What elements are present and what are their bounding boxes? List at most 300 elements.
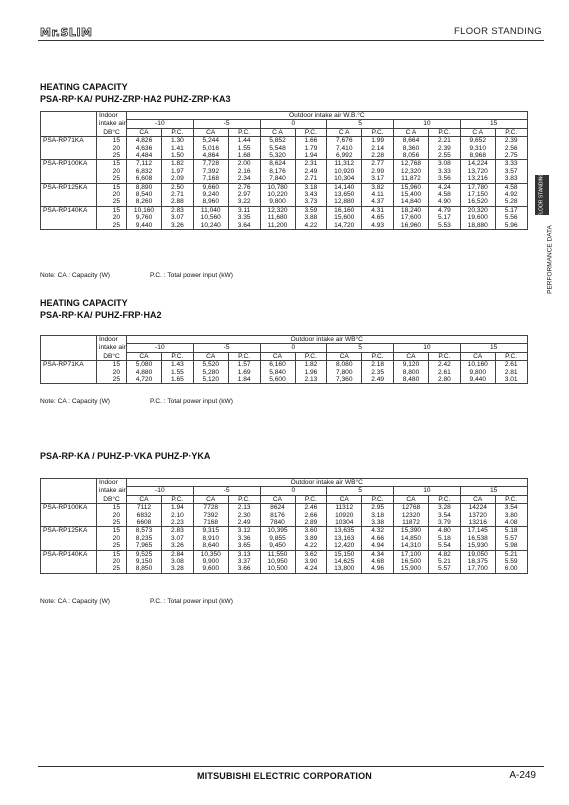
capacity-cell: 10,304: [327, 175, 362, 183]
power-cell: 2.28: [362, 152, 394, 160]
capacity-cell: 7,676: [327, 137, 362, 145]
power-cell: 3.13: [228, 550, 260, 558]
table-row: [41, 512, 528, 519]
power-cell: 4.34: [362, 550, 394, 558]
dbc-cell: 25: [97, 152, 127, 160]
performance-table-3: [40, 478, 528, 574]
dbc-cell: 20: [97, 512, 127, 519]
power-cell: 6.00: [495, 565, 527, 573]
power-cell: 5.54: [429, 542, 461, 550]
ca-header: CA: [394, 495, 429, 503]
pc-header: P.C.: [495, 128, 527, 136]
power-cell: 2.49: [295, 168, 327, 175]
power-cell: 4.79: [429, 206, 461, 214]
outdoor-header: Outdoor intake air W.B.°C: [127, 112, 528, 120]
capacity-cell: 9,855: [260, 535, 295, 542]
capacity-cell: 14,720: [327, 222, 362, 230]
power-cell: 4.24: [295, 565, 327, 573]
power-cell: 5.53: [429, 222, 461, 230]
capacity-cell: 14224: [460, 504, 495, 512]
ca-header: CA: [460, 352, 495, 360]
capacity-cell: 12768: [394, 504, 429, 512]
power-cell: 3.66: [228, 565, 260, 573]
model-cell: PSA-RP140KA: [41, 206, 97, 214]
capacity-cell: 8,890: [127, 183, 162, 191]
power-cell: 5.17: [495, 206, 527, 214]
table-row: [41, 198, 528, 206]
dbc-cell: 15: [97, 183, 127, 191]
model-cell: [41, 369, 97, 376]
power-cell: 2.16: [228, 168, 260, 175]
power-cell: 3.08: [429, 160, 461, 168]
note-capacity: Note: CA : Capacity (W): [40, 398, 110, 405]
capacity-cell: 6832: [127, 512, 162, 519]
power-cell: 3.11: [228, 206, 260, 214]
power-cell: 1.66: [295, 137, 327, 145]
dbc-cell: 15: [97, 137, 127, 145]
sidebar-label: PERFORMANCE DATA: [546, 225, 554, 294]
power-cell: 2.50: [162, 183, 194, 191]
temp-header: -10: [127, 487, 194, 495]
capacity-cell: 13,650: [327, 191, 362, 198]
capacity-cell: 9,120: [394, 361, 429, 369]
capacity-cell: 12,768: [394, 160, 429, 168]
capacity-cell: 14,625: [327, 558, 362, 565]
capacity-cell: 17,150: [460, 191, 495, 198]
power-cell: 4.96: [362, 565, 394, 573]
capacity-cell: 7,410: [327, 145, 362, 152]
power-cell: 2.80: [429, 376, 461, 384]
power-cell: 5.28: [495, 198, 527, 206]
corner-cell: [41, 120, 97, 128]
capacity-cell: 15,400: [394, 191, 429, 198]
table-row: [41, 152, 528, 160]
capacity-cell: 18,880: [460, 222, 495, 230]
pc-header: P.C.: [295, 128, 327, 136]
capacity-cell: 11,040: [193, 206, 228, 214]
power-cell: 2.49: [228, 519, 260, 527]
capacity-cell: 15,600: [327, 214, 362, 221]
capacity-cell: 10,160: [127, 206, 162, 214]
power-cell: 2.46: [295, 504, 327, 512]
capacity-cell: 17,780: [460, 183, 495, 191]
capacity-cell: 5,840: [260, 369, 295, 376]
capacity-cell: 7392: [193, 512, 228, 519]
capacity-cell: 16,520: [460, 198, 495, 206]
power-cell: 4.94: [362, 542, 394, 550]
power-cell: 2.89: [295, 519, 327, 527]
section-title: FLOOR STANDING: [454, 26, 542, 37]
corner-cell: [41, 479, 97, 487]
power-cell: 3.60: [295, 527, 327, 535]
power-cell: 2.61: [495, 361, 527, 369]
dbc-cell: 25: [97, 542, 127, 550]
power-cell: 3.90: [295, 558, 327, 565]
capacity-cell: 8,480: [394, 376, 429, 384]
model-cell: [41, 558, 97, 565]
capacity-cell: 20,320: [460, 206, 495, 214]
capacity-cell: 10920: [327, 512, 362, 519]
model-cell: [41, 152, 97, 160]
power-cell: 5.57: [495, 535, 527, 542]
power-cell: 2.81: [495, 369, 527, 376]
dbc-cell: 15: [97, 160, 127, 168]
model-cell: PSA-RP71KA: [41, 361, 97, 369]
pc-header: P.C.: [295, 352, 327, 360]
section1-heading: [40, 81, 231, 105]
note-power: P.C. : Total power input (kW): [150, 598, 233, 605]
section1-subtitle: PSA-RP·KA/ PUHZ-ZRP·HA2 PUHZ-ZRP·KA3: [40, 94, 231, 104]
power-cell: 2.39: [495, 137, 527, 145]
section3-heading: [40, 450, 210, 462]
power-cell: 3.08: [162, 558, 194, 565]
capacity-cell: 8,664: [394, 137, 429, 145]
corner-cell: [41, 495, 97, 503]
dbc-cell: 25: [97, 565, 127, 573]
power-cell: 2.71: [295, 175, 327, 183]
capacity-cell: 8,056: [394, 152, 429, 160]
model-cell: [41, 168, 97, 175]
capacity-cell: 8,640: [193, 542, 228, 550]
power-cell: 4.58: [495, 183, 527, 191]
capacity-cell: 14,224: [460, 160, 495, 168]
model-cell: [41, 535, 97, 542]
power-cell: 1.96: [295, 369, 327, 376]
power-cell: 3.28: [429, 504, 461, 512]
pc-header: P.C.: [362, 495, 394, 503]
table-row: [41, 183, 528, 191]
capacity-cell: 10,920: [327, 168, 362, 175]
ca-header: CA: [193, 352, 228, 360]
table-row: [41, 535, 528, 542]
table-row: [41, 160, 528, 168]
capacity-cell: 7168: [193, 519, 228, 527]
power-cell: 2.71: [162, 191, 194, 198]
temp-header: 5: [327, 487, 394, 495]
dbc-cell: 20: [97, 168, 127, 175]
power-cell: 3.56: [429, 175, 461, 183]
dbc-cell: 20: [97, 369, 127, 376]
capacity-cell: 6,832: [127, 168, 162, 175]
capacity-cell: 8,850: [127, 565, 162, 573]
model-cell: PSA-RP125KA: [41, 527, 97, 535]
pc-header: P.C.: [429, 495, 461, 503]
section2-subtitle: PSA-RP·KA/ PUHZ-FRP·HA2: [40, 310, 162, 320]
capacity-cell: 16,538: [460, 535, 495, 542]
capacity-cell: 4,636: [127, 145, 162, 152]
indoor-header: Indoor: [97, 479, 127, 487]
capacity-cell: 5,080: [127, 361, 162, 369]
pc-header: P.C.: [429, 352, 461, 360]
sidebar-tab: [535, 172, 549, 218]
table-row: [41, 168, 528, 175]
ca-header: CA: [127, 128, 162, 136]
model-cell: PSA-RP100KA: [41, 160, 97, 168]
temp-header: 15: [460, 344, 527, 352]
dbc-cell: 20: [97, 535, 127, 542]
temp-header: 10: [394, 344, 461, 352]
capacity-cell: 8,235: [127, 535, 162, 542]
ca-header: CA: [127, 495, 162, 503]
section2-heading: [40, 297, 162, 321]
indoor-header: Indoor: [97, 112, 127, 120]
capacity-cell: 8,910: [193, 535, 228, 542]
power-cell: 2.84: [162, 550, 194, 558]
power-cell: 3.26: [162, 222, 194, 230]
power-cell: 3.18: [362, 512, 394, 519]
table-row: [41, 206, 528, 214]
power-cell: 2.75: [495, 152, 527, 160]
power-cell: 4.31: [362, 206, 394, 214]
capacity-cell: 6,608: [127, 175, 162, 183]
table-row: [41, 376, 528, 384]
intake-header: intake air: [97, 120, 127, 128]
power-cell: 4.82: [429, 550, 461, 558]
capacity-cell: 9,240: [193, 191, 228, 198]
section2-title: HEATING CAPACITY: [40, 298, 128, 308]
capacity-cell: 9,800: [460, 369, 495, 376]
power-cell: 5.98: [495, 542, 527, 550]
capacity-cell: 11,550: [260, 550, 295, 558]
power-cell: 2.99: [362, 168, 394, 175]
model-cell: [41, 542, 97, 550]
outdoor-header: Outdoor intake air WB°C: [127, 336, 528, 344]
capacity-cell: 8,176: [260, 168, 295, 175]
power-cell: 3.33: [429, 168, 461, 175]
pc-header: P.C.: [228, 495, 260, 503]
table-row: [41, 504, 528, 512]
brand-logo: Mr.SLIM: [40, 26, 93, 39]
table-row: [41, 175, 528, 183]
capacity-cell: 8,360: [394, 145, 429, 152]
pc-header: P.C.: [362, 352, 394, 360]
model-cell: [41, 145, 97, 152]
capacity-cell: 5,548: [260, 145, 295, 152]
power-cell: 5.21: [429, 558, 461, 565]
capacity-cell: 5,520: [193, 361, 228, 369]
capacity-cell: 9,440: [127, 222, 162, 230]
power-cell: 3.26: [162, 542, 194, 550]
power-cell: 1.43: [162, 361, 194, 369]
temp-header: -10: [127, 344, 194, 352]
capacity-cell: 7,800: [327, 369, 362, 376]
capacity-cell: 9,660: [193, 183, 228, 191]
capacity-cell: 5,320: [260, 152, 295, 160]
dbc-header: DB°C: [97, 128, 127, 136]
power-cell: 5.18: [429, 535, 461, 542]
model-cell: [41, 565, 97, 573]
temp-header: 10: [394, 487, 461, 495]
power-cell: 2.14: [362, 145, 394, 152]
power-cell: 3.73: [295, 198, 327, 206]
ca-header: CA: [193, 128, 228, 136]
ca-header: C A: [327, 128, 362, 136]
power-cell: 4.93: [362, 222, 394, 230]
model-cell: [41, 175, 97, 183]
capacity-cell: 10,780: [260, 183, 295, 191]
power-cell: 2.76: [228, 183, 260, 191]
page-number: A-249: [509, 770, 536, 781]
pc-header: P.C.: [362, 128, 394, 136]
dbc-cell: 15: [97, 550, 127, 558]
ca-header: CA: [327, 352, 362, 360]
power-cell: 4.24: [429, 183, 461, 191]
model-cell: PSA-RP100KA: [41, 504, 97, 512]
capacity-cell: 4,484: [127, 152, 162, 160]
capacity-cell: 9,600: [193, 565, 228, 573]
capacity-cell: 7112: [127, 504, 162, 512]
capacity-cell: 11,872: [394, 175, 429, 183]
performance-table-1: [40, 111, 528, 230]
capacity-cell: 5,244: [193, 137, 228, 145]
table-row: [41, 527, 528, 535]
power-cell: 1.57: [228, 361, 260, 369]
power-cell: 1.82: [295, 361, 327, 369]
sidebar-tab-label: FLOOR STANDING: [538, 172, 545, 218]
capacity-cell: 11,200: [260, 222, 295, 230]
capacity-cell: 8176: [260, 512, 295, 519]
note-capacity: Note: CA : Capacity (W): [40, 598, 110, 605]
power-cell: 4.11: [362, 191, 394, 198]
capacity-cell: 4,720: [127, 376, 162, 384]
capacity-cell: 12,320: [260, 206, 295, 214]
capacity-cell: 9,150: [127, 558, 162, 565]
power-cell: 1.50: [162, 152, 194, 160]
model-cell: PSA-RP71KA: [41, 137, 97, 145]
capacity-cell: 9,800: [260, 198, 295, 206]
intake-header: intake air: [97, 344, 127, 352]
capacity-cell: 19,600: [460, 214, 495, 221]
power-cell: 1.94: [295, 152, 327, 160]
capacity-cell: 10,160: [460, 361, 495, 369]
power-cell: 4.68: [362, 558, 394, 565]
power-cell: 2.10: [162, 512, 194, 519]
capacity-cell: 10,395: [260, 527, 295, 535]
power-cell: 3.80: [495, 512, 527, 519]
ca-header: CA: [394, 352, 429, 360]
power-cell: 1.30: [162, 137, 194, 145]
capacity-cell: 6,160: [260, 361, 295, 369]
footer-company: MITSUBISHI ELECTRIC CORPORATION: [196, 771, 373, 781]
capacity-cell: 17,100: [394, 550, 429, 558]
power-cell: 1.41: [162, 145, 194, 152]
pc-header: P.C.: [495, 495, 527, 503]
capacity-cell: 8,960: [193, 198, 228, 206]
corner-cell: [41, 344, 97, 352]
dbc-cell: 25: [97, 519, 127, 527]
model-cell: PSA-RP140KA: [41, 550, 97, 558]
temp-header: 0: [260, 344, 327, 352]
dbc-cell: 20: [97, 558, 127, 565]
power-cell: 5.57: [429, 565, 461, 573]
power-cell: 2.88: [162, 198, 194, 206]
temp-header: 5: [327, 120, 394, 128]
capacity-cell: 19,050: [460, 550, 495, 558]
power-cell: 2.23: [162, 519, 194, 527]
capacity-cell: 8,800: [394, 369, 429, 376]
power-cell: 2.34: [228, 175, 260, 183]
power-cell: 5.21: [495, 550, 527, 558]
capacity-cell: 7,728: [193, 160, 228, 168]
capacity-cell: 8,968: [460, 152, 495, 160]
corner-cell: [41, 336, 97, 344]
power-cell: 1.84: [228, 376, 260, 384]
power-cell: 2.00: [228, 160, 260, 168]
power-cell: 3.83: [495, 175, 527, 183]
ca-header: C A: [394, 128, 429, 136]
power-cell: 1.99: [362, 137, 394, 145]
power-cell: 5.59: [495, 558, 527, 565]
table-row: [41, 542, 528, 550]
power-cell: 3.01: [495, 376, 527, 384]
capacity-cell: 9,760: [127, 214, 162, 221]
capacity-cell: 8624: [260, 504, 295, 512]
power-cell: 3.62: [295, 550, 327, 558]
dbc-cell: 20: [97, 191, 127, 198]
table-row: [41, 519, 528, 527]
dbc-header: DB°C: [97, 495, 127, 503]
table-row: [41, 137, 528, 145]
sidebar-label-box: [546, 220, 554, 300]
capacity-cell: 4,864: [193, 152, 228, 160]
ca-header: CA: [327, 495, 362, 503]
model-cell: [41, 519, 97, 527]
capacity-cell: 17,145: [460, 527, 495, 535]
power-cell: 1.69: [228, 369, 260, 376]
capacity-cell: 11872: [394, 519, 429, 527]
temp-header: -10: [127, 120, 194, 128]
capacity-cell: 8,540: [127, 191, 162, 198]
power-cell: 4.66: [362, 535, 394, 542]
capacity-cell: 7,168: [193, 175, 228, 183]
ca-header: CA: [260, 495, 295, 503]
pc-header: P.C.: [162, 128, 194, 136]
corner-cell: [41, 112, 97, 120]
capacity-cell: 12320: [394, 512, 429, 519]
power-cell: 3.59: [295, 206, 327, 214]
power-cell: 2.13: [228, 504, 260, 512]
power-cell: 5.18: [495, 527, 527, 535]
table-row: [41, 550, 528, 558]
capacity-cell: 12,880: [327, 198, 362, 206]
section1-title: HEATING CAPACITY: [40, 82, 128, 92]
power-cell: 1.68: [228, 152, 260, 160]
table-row: [41, 214, 528, 221]
capacity-cell: 15,960: [394, 183, 429, 191]
power-cell: 1.65: [162, 376, 194, 384]
capacity-cell: 11,680: [260, 214, 295, 221]
power-cell: 3.07: [162, 214, 194, 221]
temp-header: 15: [460, 120, 527, 128]
power-cell: 2.56: [495, 145, 527, 152]
power-cell: 2.95: [362, 504, 394, 512]
power-cell: 3.54: [495, 504, 527, 512]
power-cell: 1.97: [162, 168, 194, 175]
power-cell: 3.88: [295, 214, 327, 221]
power-cell: 3.18: [295, 183, 327, 191]
table-row: [41, 191, 528, 198]
power-cell: 2.21: [429, 137, 461, 145]
capacity-cell: 10,240: [193, 222, 228, 230]
capacity-cell: 6,992: [327, 152, 362, 160]
temp-header: 5: [327, 344, 394, 352]
dbc-cell: 20: [97, 145, 127, 152]
power-cell: 5.17: [429, 214, 461, 221]
capacity-cell: 6608: [127, 519, 162, 527]
note-1: [40, 272, 233, 279]
temp-header: 10: [394, 120, 461, 128]
power-cell: 3.89: [295, 535, 327, 542]
